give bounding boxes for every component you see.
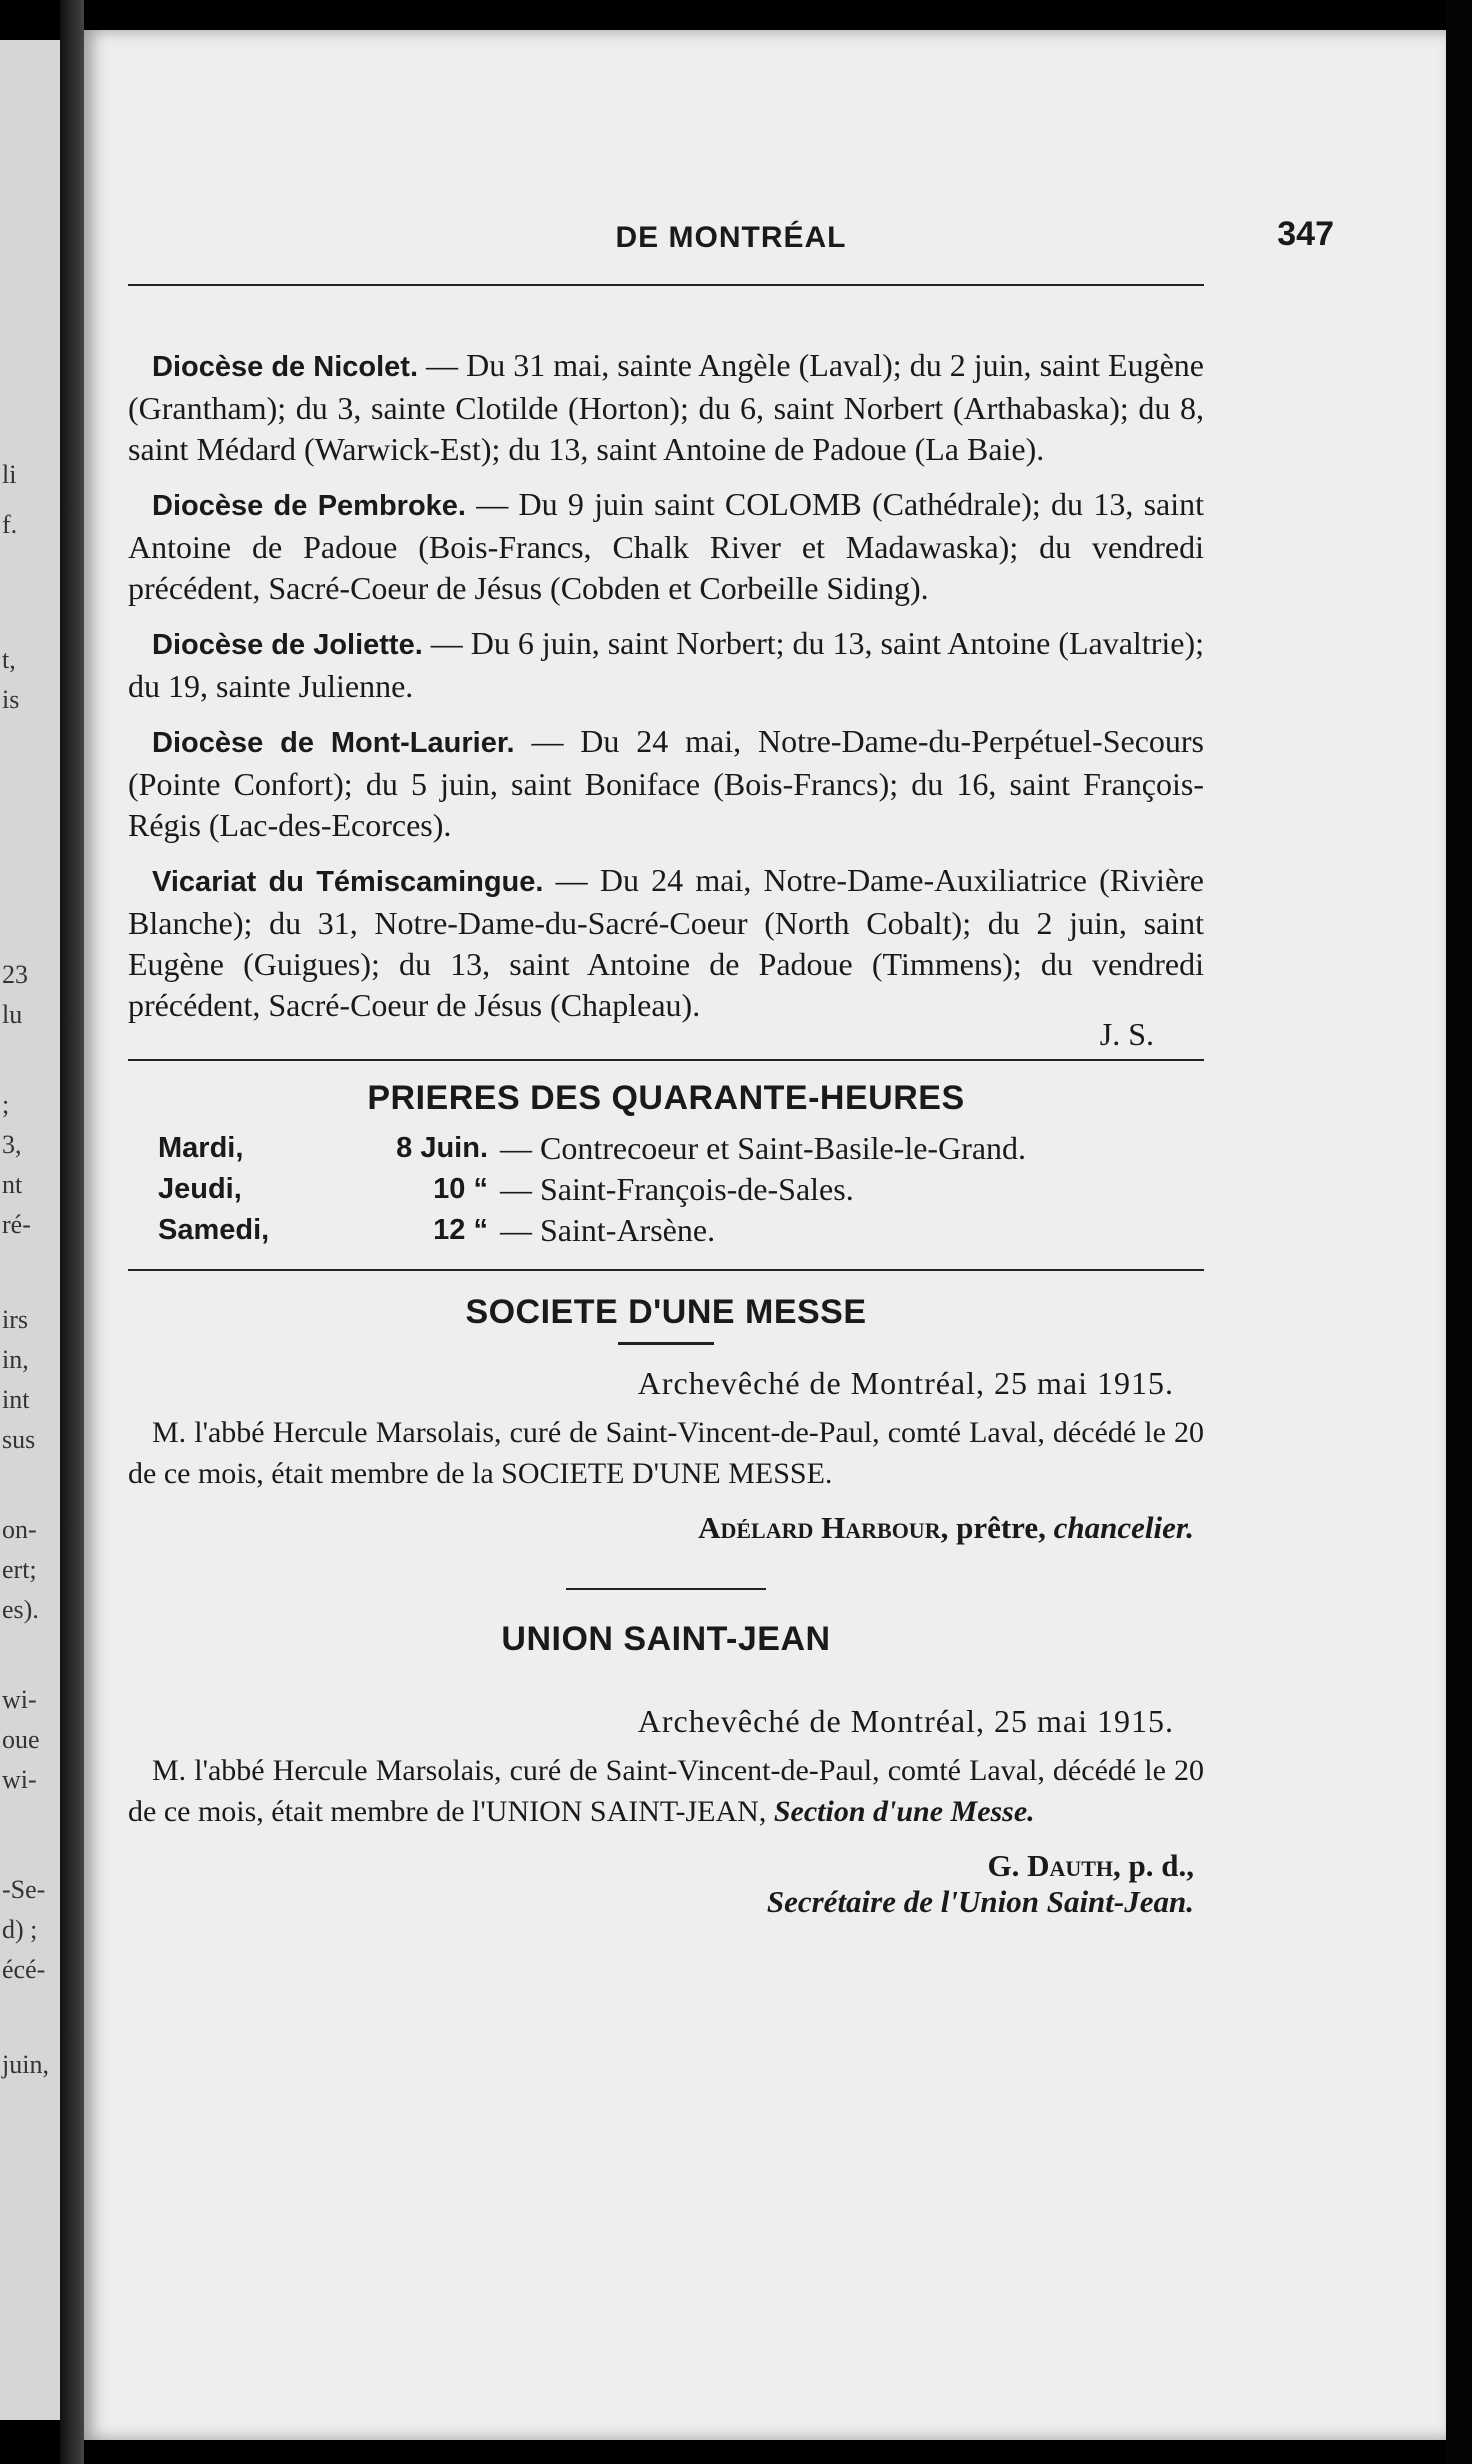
facing-page-fragment: 3,: [2, 1130, 22, 1159]
signer-role-prefix: , prêtre,: [940, 1510, 1054, 1545]
facing-page-fragment: 23: [2, 960, 28, 989]
facing-page-fragment: sus: [2, 1425, 36, 1454]
facing-page-fragment: oue: [2, 1725, 40, 1754]
diocese-name: Vicariat du Témiscamingue.: [152, 866, 544, 898]
signer-role: chancelier.: [1053, 1510, 1194, 1545]
societe-signature: [128, 1510, 1194, 1546]
prayer-place: — Saint-Arsène.: [500, 1212, 716, 1248]
prayer-date: 10 “: [433, 1173, 488, 1205]
union-notice-italic: Section d'une Messe.: [773, 1795, 1035, 1828]
union-notice-text: M. l'abbé Hercule Marsolais, curé de Saint-Vincent-de-Paul, comté Laval, décédé le 20 de ce mois, était membre de l'UNION SAINT-JEAN,: [128, 1754, 1204, 1828]
union-title: UNION SAINT-JEAN: [501, 1620, 831, 1658]
facing-page-fragment: es).: [2, 1595, 39, 1624]
diocese-text: — Du 24 mai, Notre-Dame-du-Perpétuel-Secours (Pointe Confort); du 5 juin, saint Boniface (Bois-Francs); du 16, saint François-Régis (Lac-des-Ecorces).: [128, 723, 1205, 843]
prayer-place: — Saint-François-de-Sales.: [500, 1171, 854, 1207]
title-underline: [618, 1342, 714, 1345]
union-signer-role: [128, 1884, 1194, 1920]
facing-page-fragment: in,: [2, 1345, 29, 1374]
prayer-day: Samedi,: [158, 1214, 270, 1246]
facing-page-fragment: écé-: [2, 1955, 46, 1984]
diocese-entry: [128, 484, 1204, 609]
facing-page-fragment: int: [2, 1385, 30, 1414]
signer-role: Secrétaire de l'Union Saint-Jean.: [766, 1884, 1194, 1919]
facing-page-fragment: on-: [2, 1515, 37, 1544]
facing-page-fragment: f.: [2, 510, 18, 539]
union-dateline: Archevêché de Montréal, 25 mai 1915.: [637, 1703, 1174, 1739]
diocese-name: Diocèse de Mont-Laurier.: [152, 727, 515, 759]
prayers-table: [128, 1128, 1204, 1251]
diocese-name: Diocèse de Nicolet.: [152, 351, 418, 383]
diocese-text: — Du 31 mai, sainte Angèle (Laval); du 2 juin, saint Eugène (Grantham); du 3, sainte Clotilde (Horton); du 6, saint Norbert (Arthabaska); du 8, saint Médard (Warwick-Est); du 13, saint Antoine de Padoue (La Baie).: [128, 347, 1205, 467]
union-signature: [128, 1848, 1194, 1884]
book-page: [84, 30, 1446, 2440]
facing-page-edge: [0, 40, 60, 2420]
signer-name: G. Dauth: [987, 1848, 1114, 1883]
section-separator: [566, 1588, 766, 1590]
diocese-entry: [128, 623, 1204, 707]
prayer-day: Jeudi,: [158, 1173, 242, 1205]
scan-border: [1446, 0, 1472, 2464]
prayer-date: 12 “: [433, 1214, 488, 1246]
section-rule: [128, 1059, 1204, 1061]
facing-page-fragment: ;: [2, 1090, 10, 1119]
prayer-place: — Contrecoeur et Saint-Basile-le-Grand.: [500, 1130, 1027, 1166]
facing-page-fragment: wi-: [2, 1685, 37, 1714]
dioceses-signature: J. S.: [1099, 1016, 1154, 1052]
page-header: [128, 207, 1334, 267]
prayer-date: 8 Juin.: [396, 1132, 488, 1164]
prayers-title: PRIERES DES QUARANTE-HEURES: [367, 1079, 965, 1117]
societe-title: SOCIETE D'UNE MESSE: [465, 1293, 867, 1331]
running-head: DE MONTRÉAL: [615, 221, 847, 254]
facing-page-fragment: ré-: [2, 1210, 31, 1239]
facing-page-fragment: -Se-: [2, 1875, 46, 1904]
prayer-day: Mardi,: [158, 1132, 244, 1164]
facing-page-fragment: juin,: [2, 2050, 49, 2079]
facing-page-fragment: is: [2, 685, 20, 714]
facing-page-fragment: t,: [2, 645, 16, 674]
diocese-entry: [128, 721, 1204, 846]
diocese-name: Diocèse de Joliette.: [152, 629, 423, 661]
societe-dateline: Archevêché de Montréal, 25 mai 1915.: [637, 1365, 1174, 1401]
diocese-name: Diocèse de Pembroke.: [152, 490, 466, 522]
book-gutter: [60, 0, 84, 2464]
prayer-row: [128, 1169, 1204, 1210]
facing-page-fragment: wi-: [2, 1765, 37, 1794]
facing-page-fragment: d) ;: [2, 1915, 38, 1944]
header-rule: [128, 284, 1204, 286]
facing-page-fragment: ert;: [2, 1555, 37, 1584]
diocese-text: — Du 6 juin, saint Norbert; du 13, saint Antoine (Lavaltrie); du 19, sainte Julienne.: [128, 625, 1205, 704]
page-content: [128, 345, 1204, 1920]
societe-notice: M. l'abbé Hercule Marsolais, curé de Saint-Vincent-de-Paul, comté Laval, décédé le 20 de ce mois, était membre de la SOCIETE D'UNE MESSE.: [128, 1416, 1204, 1490]
facing-page-fragment: lu: [2, 1000, 23, 1029]
diocese-entry: [128, 860, 1204, 1026]
union-notice: [128, 1750, 1204, 1832]
page-number: 347: [1277, 215, 1334, 253]
signer-name: Adélard Harbour: [698, 1510, 941, 1545]
diocese-entry: [128, 345, 1204, 470]
facing-page-fragment: li: [2, 460, 17, 489]
facing-page-fragment: nt: [2, 1170, 23, 1199]
prayer-row: [128, 1210, 1204, 1251]
facing-page-fragment: irs: [2, 1305, 28, 1334]
section-rule: [128, 1269, 1204, 1271]
diocese-text: — Du 9 juin saint COLOMB (Cathédrale); du 13, saint Antoine de Padoue (Bois-Francs, Chalk River et Madawaska); du vendredi précédent, Sacré-Coeur de Jésus (Cobden et Corbeille Siding).: [128, 486, 1205, 606]
signer-suffix: , p. d.,: [1113, 1848, 1194, 1883]
diocese-text: — Du 24 mai, Notre-Dame-Auxiliatrice (Rivière Blanche); du 31, Notre-Dame-du-Sacré-Coeur (North Cobalt); du 2 juin, saint Eugène (Guigues); du 13, saint Antoine de Padoue (Timmens); du vendredi précédent, Sacré-Coeur de Jésus (Chapleau).: [128, 862, 1205, 1023]
prayer-row: [128, 1128, 1204, 1169]
